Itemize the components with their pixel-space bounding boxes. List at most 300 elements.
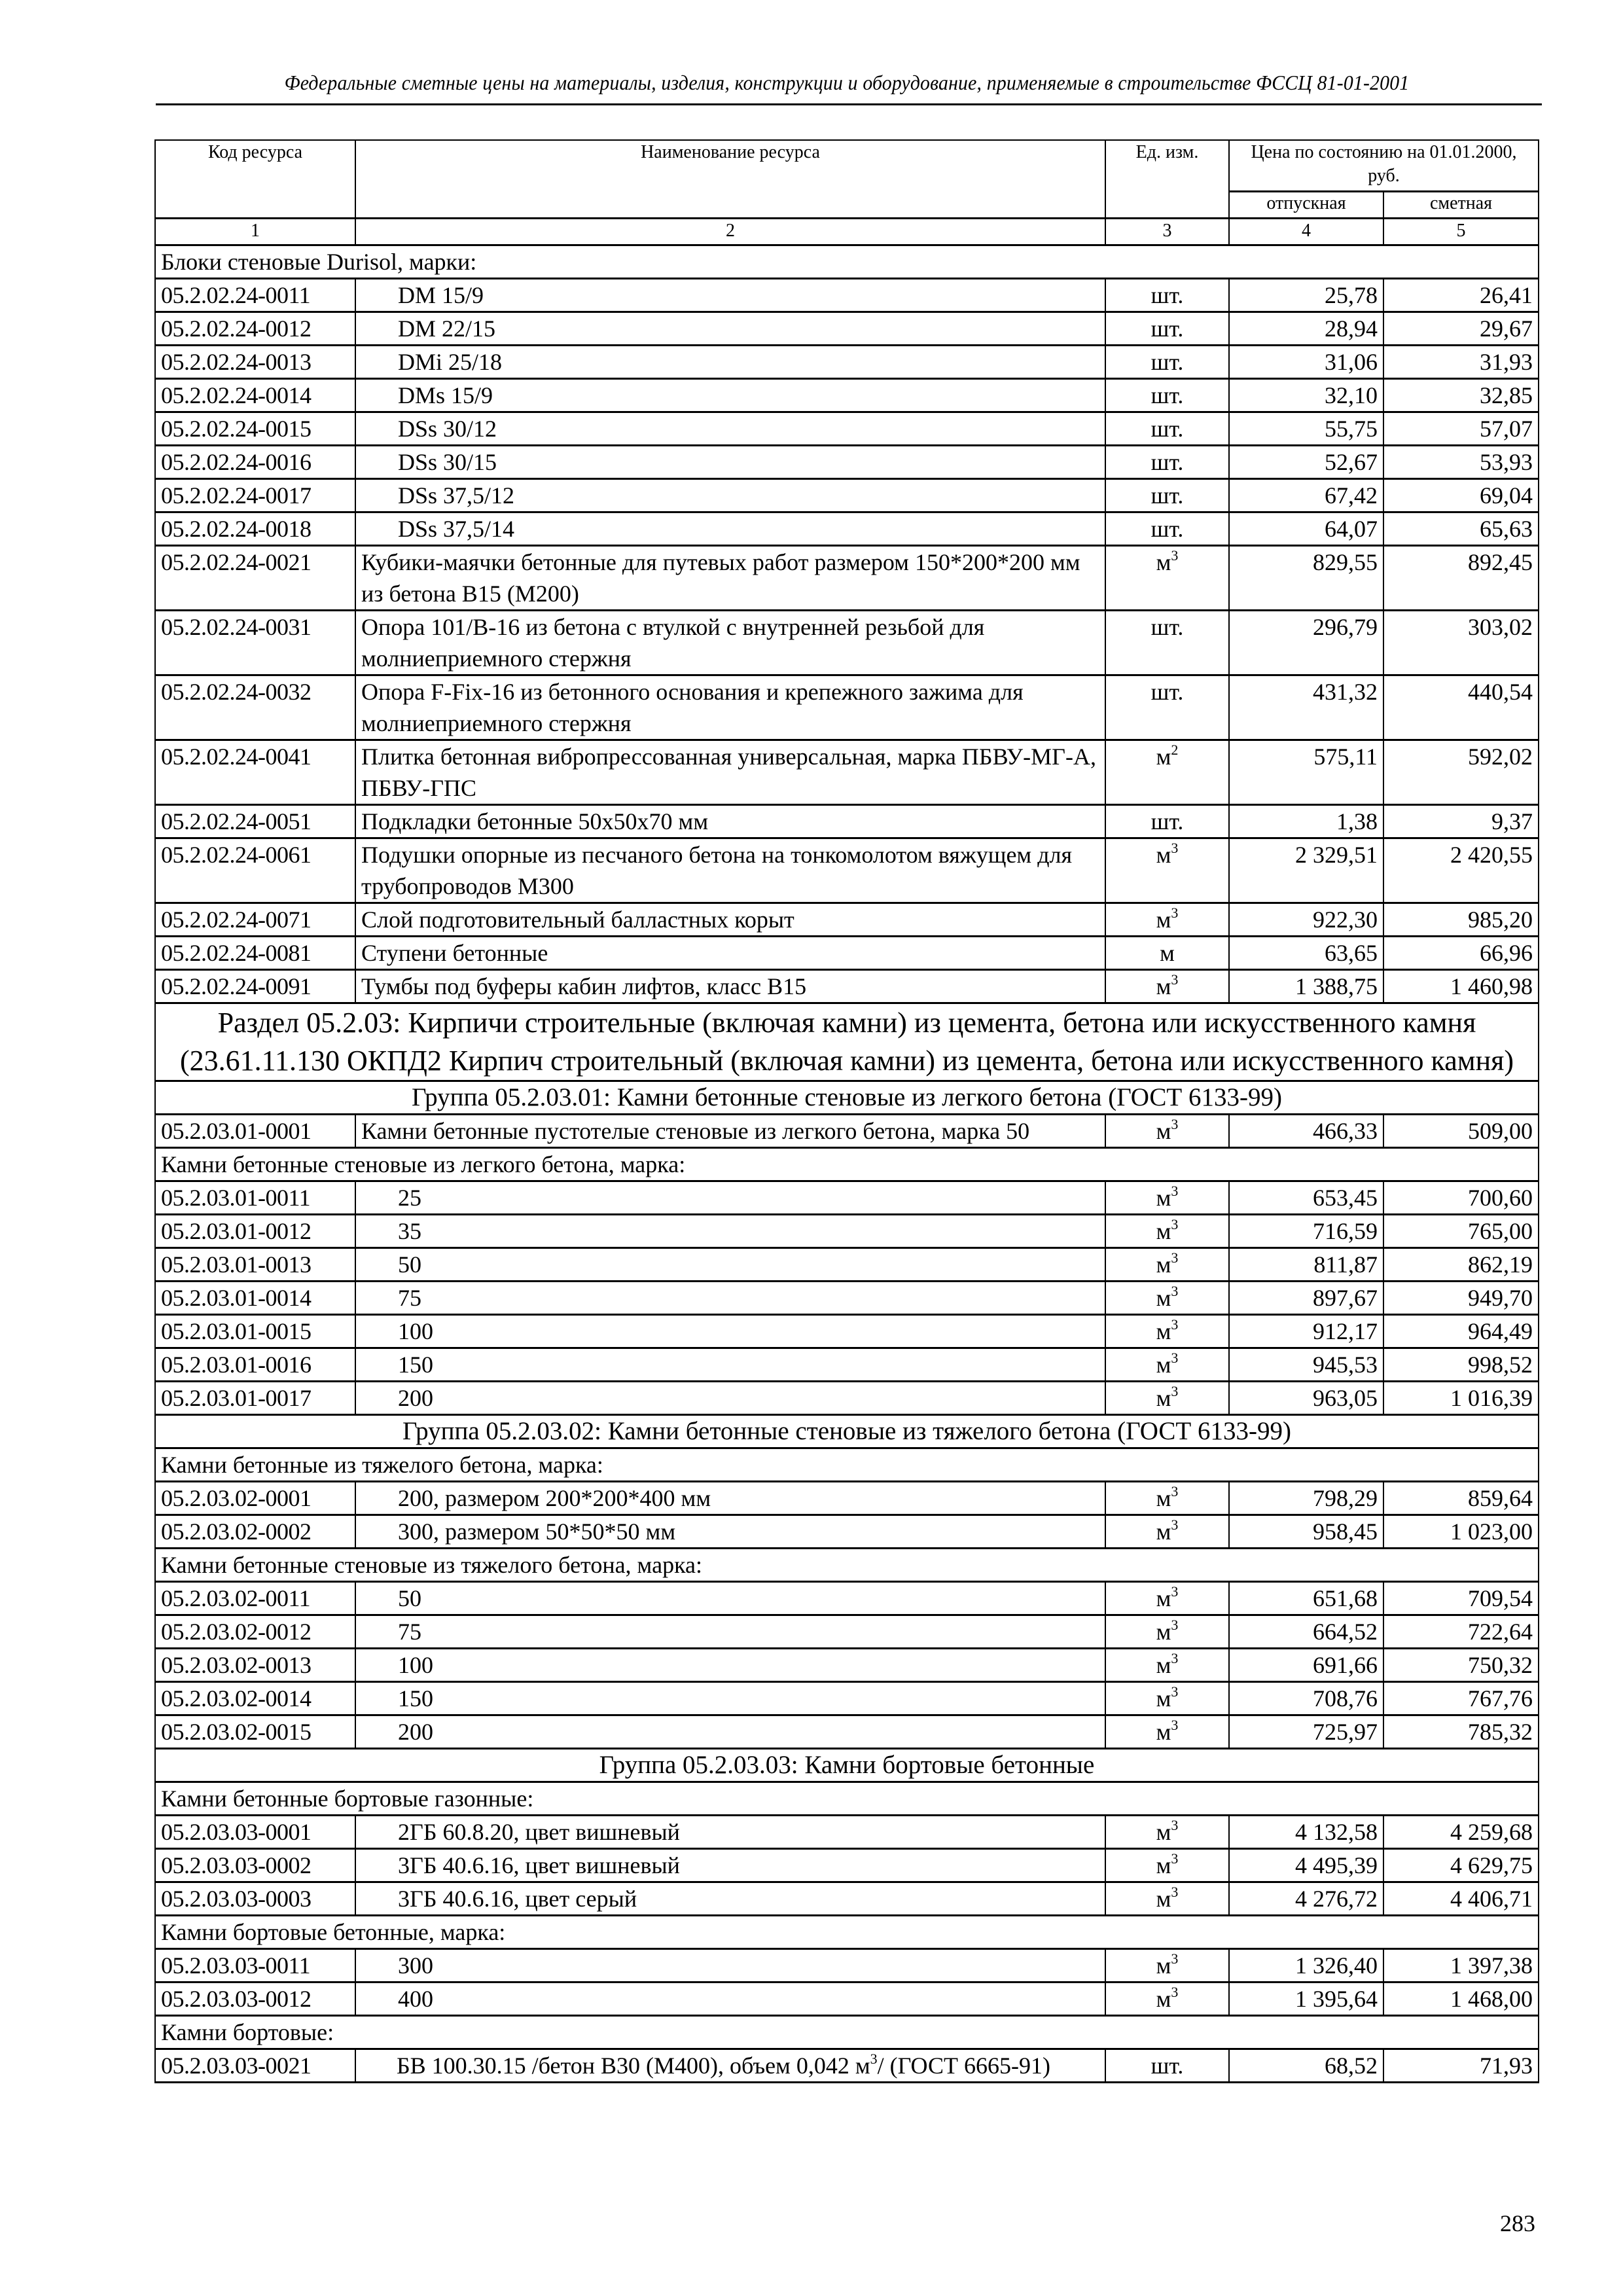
unit-of-measure [1105, 1582, 1229, 1615]
resource-code: 05.2.02.24-0015 [155, 412, 355, 446]
unit-label: м [1156, 1685, 1171, 1712]
release-price: 466,33 [1229, 1115, 1383, 1148]
release-price: 653,45 [1229, 1181, 1383, 1215]
unit-label: м [1156, 1619, 1171, 1645]
unit-of-measure [1105, 611, 1229, 675]
header-price-release: отпускная [1229, 192, 1383, 219]
column-number-3: 3 [1105, 219, 1229, 245]
release-price: 64,07 [1229, 512, 1383, 546]
unit-of-measure [1105, 479, 1229, 512]
unit-of-measure [1105, 512, 1229, 546]
resource-name: 300, размером 50*50*50 мм [355, 1515, 1105, 1549]
resource-code: 05.2.03.02-0013 [155, 1649, 355, 1682]
resource-code: 05.2.03.02-0015 [155, 1715, 355, 1749]
unit-of-measure [1105, 937, 1229, 970]
resource-code: 05.2.03.02-0002 [155, 1515, 355, 1549]
estimate-price: 985,20 [1383, 903, 1539, 937]
unit-exponent: 3 [1171, 1316, 1179, 1333]
resource-name: 25 [355, 1181, 1105, 1215]
estimate-price: 767,76 [1383, 1682, 1539, 1715]
resource-name: 35 [355, 1215, 1105, 1248]
estimate-price: 32,85 [1383, 379, 1539, 412]
resource-code: 05.2.02.24-0012 [155, 312, 355, 346]
table-row [155, 412, 1539, 446]
estimate-price: 964,49 [1383, 1315, 1539, 1348]
unit-label: м [1156, 906, 1171, 933]
resource-code: 05.2.03.02-0012 [155, 1615, 355, 1649]
resource-code: 05.2.02.24-0051 [155, 805, 355, 838]
estimate-price: 2 420,55 [1383, 838, 1539, 903]
unit-of-measure [1105, 2049, 1229, 2083]
resource-name: DM 15/9 [355, 279, 1105, 312]
unit-of-measure [1105, 1816, 1229, 1849]
release-price: 575,11 [1229, 740, 1383, 805]
unit-label: шт. [1150, 614, 1184, 640]
unit-of-measure [1105, 446, 1229, 479]
table-row [155, 611, 1539, 675]
table-row [155, 1849, 1539, 1882]
table-row [155, 1181, 1539, 1215]
table-row [155, 1248, 1539, 1282]
unit-of-measure [1105, 1348, 1229, 1382]
resource-code: 05.2.02.24-0011 [155, 279, 355, 312]
subheading-text: Камни бортовые бетонные, марка: [155, 1916, 1539, 1949]
resource-name: Подкладки бетонные 50х50х70 мм [355, 805, 1105, 838]
estimate-price: 53,93 [1383, 446, 1539, 479]
unit-exponent: 3 [1171, 971, 1179, 988]
unit-label: шт. [1150, 282, 1184, 308]
unit-of-measure [1105, 312, 1229, 346]
group-title: Группа 05.2.03.01: Камни бетонные стеновые из легкого бетона (ГОСТ 6133-99) [155, 1081, 1539, 1115]
resource-code: 05.2.02.24-0017 [155, 479, 355, 512]
resource-name: 3ГБ 40.6.16, цвет вишневый [355, 1849, 1105, 1882]
release-price: 691,66 [1229, 1649, 1383, 1682]
release-price: 798,29 [1229, 1482, 1383, 1515]
table-row [155, 446, 1539, 479]
estimate-price: 4 406,71 [1383, 1882, 1539, 1916]
resource-name: 100 [355, 1315, 1105, 1348]
release-price: 829,55 [1229, 546, 1383, 611]
estimate-price: 709,54 [1383, 1582, 1539, 1615]
unit-exponent: 3 [1171, 547, 1179, 564]
estimate-price: 66,96 [1383, 937, 1539, 970]
release-price: 32,10 [1229, 379, 1383, 412]
column-number-4: 4 [1229, 219, 1383, 245]
table-row [155, 1715, 1539, 1749]
resource-code: 05.2.03.02-0001 [155, 1482, 355, 1515]
unit-label: м [1156, 1585, 1171, 1611]
table-row [155, 1882, 1539, 1916]
unit-of-measure [1105, 1615, 1229, 1649]
unit-of-measure [1105, 903, 1229, 937]
unit-exponent: 3 [1171, 1249, 1179, 1266]
resource-code: 05.2.02.24-0091 [155, 970, 355, 1003]
table-row [155, 1315, 1539, 1348]
unit-label: м [1156, 1952, 1171, 1979]
unit-label: м [1156, 1485, 1171, 1511]
release-price: 431,32 [1229, 675, 1383, 740]
table-row [155, 903, 1539, 937]
subheading-text: Камни бортовые: [155, 2016, 1539, 2049]
unit-exponent: 3 [1171, 1717, 1179, 1733]
subheading-text: Камни бетонные из тяжелого бетона, марка: [155, 1448, 1539, 1482]
table-row [155, 2049, 1539, 2083]
unit-of-measure [1105, 1849, 1229, 1882]
unit-exponent: 3 [1171, 1650, 1179, 1666]
release-price: 1 326,40 [1229, 1949, 1383, 1982]
resource-name: 100 [355, 1649, 1105, 1682]
unit-of-measure [1105, 1282, 1229, 1315]
release-price: 725,97 [1229, 1715, 1383, 1749]
release-price: 1,38 [1229, 805, 1383, 838]
release-price: 922,30 [1229, 903, 1383, 937]
unit-label: м [1156, 1285, 1171, 1311]
resource-code: 05.2.02.24-0021 [155, 546, 355, 611]
unit-label: шт. [1150, 679, 1184, 705]
unit-label: шт. [1150, 808, 1184, 834]
unit-label: м [1156, 1251, 1171, 1278]
resource-name: 200 [355, 1382, 1105, 1415]
subheading-text: Камни бетонные бортовые газонные: [155, 1782, 1539, 1816]
unit-of-measure [1105, 970, 1229, 1003]
table-row [155, 546, 1539, 611]
unit-of-measure [1105, 1682, 1229, 1715]
estimate-price: 1 023,00 [1383, 1515, 1539, 1549]
unit-label: шт. [1150, 482, 1184, 509]
table-row [155, 279, 1539, 312]
unit-label: м [1156, 1518, 1171, 1545]
header-name: Наименование ресурса [355, 140, 1105, 219]
unit-of-measure [1105, 1715, 1229, 1749]
estimate-price: 26,41 [1383, 279, 1539, 312]
release-price: 31,06 [1229, 346, 1383, 379]
table-row [155, 1649, 1539, 1682]
resource-name: DSs 37,5/12 [355, 479, 1105, 512]
unit-exponent: 3 [1171, 1516, 1179, 1533]
unit-of-measure [1105, 1382, 1229, 1415]
unit-of-measure [1105, 1248, 1229, 1282]
resource-code: 05.2.03.03-0003 [155, 1882, 355, 1916]
resource-name: Опора F-Fix-16 из бетонного основания и крепежного зажима для молниеприемного стержня [355, 675, 1105, 740]
release-price: 811,87 [1229, 1248, 1383, 1282]
unit-of-measure [1105, 1215, 1229, 1248]
unit-label: м [1160, 940, 1175, 966]
subheading-row [155, 1549, 1539, 1582]
unit-label: м [1156, 1218, 1171, 1244]
table-row [155, 479, 1539, 512]
resource-code: 05.2.02.24-0081 [155, 937, 355, 970]
table-row [155, 838, 1539, 903]
unit-label: м [1156, 1118, 1171, 1144]
unit-exponent: 3 [1171, 1884, 1179, 1900]
unit-exponent: 3 [1171, 1583, 1179, 1600]
resource-code: 05.2.03.01-0015 [155, 1315, 355, 1348]
unit-exponent: 3 [1171, 1817, 1179, 1833]
resource-name: Слой подготовительный балластных корыт [355, 903, 1105, 937]
subheading-row [155, 1916, 1539, 1949]
resource-code: 05.2.03.03-0001 [155, 1816, 355, 1849]
resource-code: 05.2.03.03-0012 [155, 1982, 355, 2016]
section-title: Раздел 05.2.03: Кирпичи строительные (включая камни) из цемента, бетона или искусственного камня (23.61.11.130 ОКПД2 Кирпич строительный (включая камни) из цемента, бетона или искусственного камня) [155, 1003, 1539, 1081]
unit-exponent: 3 [1171, 1183, 1179, 1199]
resource-name: 300 [355, 1949, 1105, 1982]
resource-code: 05.2.02.24-0016 [155, 446, 355, 479]
estimate-price: 700,60 [1383, 1181, 1539, 1215]
group-title-row [155, 1415, 1539, 1448]
unit-label: шт. [1150, 382, 1184, 408]
release-price: 1 395,64 [1229, 1982, 1383, 2016]
release-price: 963,05 [1229, 1382, 1383, 1415]
table-row [155, 1949, 1539, 1982]
resource-name: 200, размером 200*200*400 мм [355, 1482, 1105, 1515]
table-row [155, 346, 1539, 379]
estimate-price: 785,32 [1383, 1715, 1539, 1749]
unit-label: м [1156, 1318, 1171, 1344]
resource-name [355, 2049, 1105, 2083]
unit-exponent: 3 [1171, 1984, 1179, 2000]
unit-label: шт. [1150, 516, 1184, 542]
table-row [155, 1482, 1539, 1515]
unit-label: шт. [1150, 449, 1184, 475]
unit-label: м [1156, 1886, 1171, 1912]
resource-code: 05.2.03.01-0001 [155, 1115, 355, 1148]
estimate-price: 1 397,38 [1383, 1949, 1539, 1982]
unit-exponent: 3 [1171, 1216, 1179, 1232]
resource-code: 05.2.02.24-0018 [155, 512, 355, 546]
unit-of-measure [1105, 346, 1229, 379]
resource-name: DSs 30/15 [355, 446, 1105, 479]
unit-of-measure [1105, 379, 1229, 412]
unit-label: м [1156, 1352, 1171, 1378]
resource-code: 05.2.02.24-0014 [155, 379, 355, 412]
release-price: 716,59 [1229, 1215, 1383, 1248]
resource-name: 150 [355, 1682, 1105, 1715]
unit-of-measure [1105, 279, 1229, 312]
resource-name: Ступени бетонные [355, 937, 1105, 970]
estimate-price: 9,37 [1383, 805, 1539, 838]
unit-exponent: 3 [1171, 1283, 1179, 1299]
release-price: 945,53 [1229, 1348, 1383, 1382]
unit-of-measure [1105, 546, 1229, 611]
unit-label: м [1156, 842, 1171, 868]
resource-code: 05.2.03.01-0012 [155, 1215, 355, 1248]
resource-name: 200 [355, 1715, 1105, 1749]
estimate-price: 1 468,00 [1383, 1982, 1539, 2016]
unit-of-measure [1105, 1949, 1229, 1982]
table-row [155, 1615, 1539, 1649]
table-row [155, 379, 1539, 412]
resource-name: 3ГБ 40.6.16, цвет серый [355, 1882, 1105, 1916]
release-price: 4 495,39 [1229, 1849, 1383, 1882]
unit-exponent: 3 [1171, 1683, 1179, 1700]
price-table [154, 139, 1539, 2083]
estimate-price: 859,64 [1383, 1482, 1539, 1515]
resource-code: 05.2.03.02-0011 [155, 1582, 355, 1615]
resource-name: DM 22/15 [355, 312, 1105, 346]
header-rule [156, 103, 1542, 105]
header-unit: Ед. изм. [1105, 140, 1229, 219]
unit-label: м [1156, 1385, 1171, 1411]
table-row [155, 1348, 1539, 1382]
subheading-text: Камни бетонные стеновые из тяжелого бетона, марка: [155, 1549, 1539, 1582]
estimate-price: 949,70 [1383, 1282, 1539, 1315]
table-row [155, 1682, 1539, 1715]
release-price: 28,94 [1229, 312, 1383, 346]
resource-code: 05.2.03.01-0014 [155, 1282, 355, 1315]
resource-name-part: / (ГОСТ 6665-91) [877, 2053, 1050, 2079]
release-price: 664,52 [1229, 1615, 1383, 1649]
release-price: 708,76 [1229, 1682, 1383, 1715]
table-row [155, 1282, 1539, 1315]
estimate-price: 998,52 [1383, 1348, 1539, 1382]
unit-label: шт. [1150, 2053, 1184, 2079]
unit-exponent: 3 [1171, 1383, 1179, 1399]
unit-exponent: 3 [1171, 1483, 1179, 1499]
column-number-2: 2 [355, 219, 1105, 245]
resource-name: 2ГБ 60.8.20, цвет вишневый [355, 1816, 1105, 1849]
column-number-5: 5 [1383, 219, 1539, 245]
estimate-price: 31,93 [1383, 346, 1539, 379]
table-row [155, 1982, 1539, 2016]
group-title-row [155, 1749, 1539, 1782]
unit-of-measure [1105, 412, 1229, 446]
release-price: 25,78 [1229, 279, 1383, 312]
resource-name: Подушки опорные из песчаного бетона на тонкомолотом вяжущем для трубопроводов М300 [355, 838, 1105, 903]
resource-name-part: БВ 100.30.15 /бетон В30 (М400), объем 0,042 м [397, 2053, 870, 2079]
estimate-price: 1 460,98 [1383, 970, 1539, 1003]
release-price: 4 132,58 [1229, 1816, 1383, 1849]
release-price: 68,52 [1229, 2049, 1383, 2083]
unit-exponent: 3 [1171, 1850, 1179, 1867]
group-title-row [155, 1081, 1539, 1115]
section-title-row [155, 1003, 1539, 1081]
table-header [155, 140, 1539, 245]
resource-name: DMi 25/18 [355, 346, 1105, 379]
unit-exponent: 3 [1171, 1116, 1179, 1132]
table-row [155, 1816, 1539, 1849]
release-price: 67,42 [1229, 479, 1383, 512]
subheading-row [155, 245, 1539, 279]
release-price: 55,75 [1229, 412, 1383, 446]
table-row [155, 740, 1539, 805]
table-row [155, 1515, 1539, 1549]
resource-name: Камни бетонные пустотелые стеновые из легкого бетона, марка 50 [355, 1115, 1105, 1148]
resource-code: 05.2.02.24-0032 [155, 675, 355, 740]
unit-exponent: 3 [1171, 1617, 1179, 1633]
unit-label: м [1156, 1986, 1171, 2012]
resource-code: 05.2.03.02-0014 [155, 1682, 355, 1715]
estimate-price: 440,54 [1383, 675, 1539, 740]
resource-code: 05.2.02.24-0071 [155, 903, 355, 937]
table-row [155, 1382, 1539, 1415]
resource-code: 05.2.03.03-0011 [155, 1949, 355, 1982]
unit-label: м [1156, 744, 1171, 770]
unit-exponent: 3 [1171, 1950, 1179, 1967]
resource-name: DMs 15/9 [355, 379, 1105, 412]
resource-code: 05.2.03.03-0021 [155, 2049, 355, 2083]
release-price: 912,17 [1229, 1315, 1383, 1348]
unit-label: шт. [1150, 416, 1184, 442]
unit-of-measure [1105, 805, 1229, 838]
unit-of-measure [1105, 740, 1229, 805]
unit-of-measure [1105, 1515, 1229, 1549]
table-row [155, 937, 1539, 970]
resource-code: 05.2.02.24-0031 [155, 611, 355, 675]
table-row [155, 312, 1539, 346]
estimate-price: 71,93 [1383, 2049, 1539, 2083]
resource-name: 50 [355, 1582, 1105, 1615]
resource-name: Тумбы под буферы кабин лифтов, класс В15 [355, 970, 1105, 1003]
unit-label: м [1156, 1719, 1171, 1745]
resource-name: 150 [355, 1348, 1105, 1382]
subheading-text: Камни бетонные стеновые из легкого бетона, марка: [155, 1148, 1539, 1181]
unit-of-measure [1105, 1315, 1229, 1348]
resource-name: 75 [355, 1282, 1105, 1315]
resource-code: 05.2.03.01-0011 [155, 1181, 355, 1215]
release-price: 897,67 [1229, 1282, 1383, 1315]
estimate-price: 862,19 [1383, 1248, 1539, 1282]
release-price: 52,67 [1229, 446, 1383, 479]
resource-name: DSs 30/12 [355, 412, 1105, 446]
unit-label: м [1156, 549, 1171, 575]
estimate-price: 303,02 [1383, 611, 1539, 675]
unit-label: м [1156, 973, 1171, 999]
estimate-price: 69,04 [1383, 479, 1539, 512]
subheading-row [155, 1448, 1539, 1482]
resource-code: 05.2.03.01-0017 [155, 1382, 355, 1415]
unit-of-measure [1105, 1649, 1229, 1682]
table-row [155, 970, 1539, 1003]
header-price-group-label: Цена по состоянию на 01.01.2000, руб. [1251, 142, 1517, 186]
estimate-price: 57,07 [1383, 412, 1539, 446]
estimate-price: 592,02 [1383, 740, 1539, 805]
table-row [155, 1115, 1539, 1148]
resource-code: 05.2.03.01-0016 [155, 1348, 355, 1382]
estimate-price: 722,64 [1383, 1615, 1539, 1649]
unit-of-measure [1105, 1115, 1229, 1148]
subheading-row [155, 2016, 1539, 2049]
unit-label: м [1156, 1819, 1171, 1845]
estimate-price: 65,63 [1383, 512, 1539, 546]
unit-label: шт. [1150, 349, 1184, 375]
resource-name: DSs 37,5/14 [355, 512, 1105, 546]
resource-name: Опора 101/В-16 из бетона с втулкой с внутренней резьбой для молниеприемного стержня [355, 611, 1105, 675]
release-price: 1 388,75 [1229, 970, 1383, 1003]
resource-name: 50 [355, 1248, 1105, 1282]
unit-label: м [1156, 1852, 1171, 1878]
table-row [155, 1582, 1539, 1615]
estimate-price: 892,45 [1383, 546, 1539, 611]
release-price: 296,79 [1229, 611, 1383, 675]
resource-code: 05.2.02.24-0013 [155, 346, 355, 379]
resource-code: 05.2.02.24-0041 [155, 740, 355, 805]
resource-code: 05.2.03.03-0002 [155, 1849, 355, 1882]
estimate-price: 4 259,68 [1383, 1816, 1539, 1849]
header-price-estimate: сметная [1383, 192, 1539, 219]
estimate-price: 750,32 [1383, 1649, 1539, 1682]
resource-code: 05.2.02.24-0061 [155, 838, 355, 903]
resource-name: 75 [355, 1615, 1105, 1649]
unit-exponent: 2 [1171, 742, 1179, 758]
unit-of-measure [1105, 1181, 1229, 1215]
subheading-row [155, 1782, 1539, 1816]
unit-label: м [1156, 1652, 1171, 1678]
estimate-price: 4 629,75 [1383, 1849, 1539, 1882]
unit-exponent: 3 [1171, 905, 1179, 921]
table-row [155, 512, 1539, 546]
unit-of-measure [1105, 1882, 1229, 1916]
unit-exponent: 3 [1171, 840, 1179, 856]
